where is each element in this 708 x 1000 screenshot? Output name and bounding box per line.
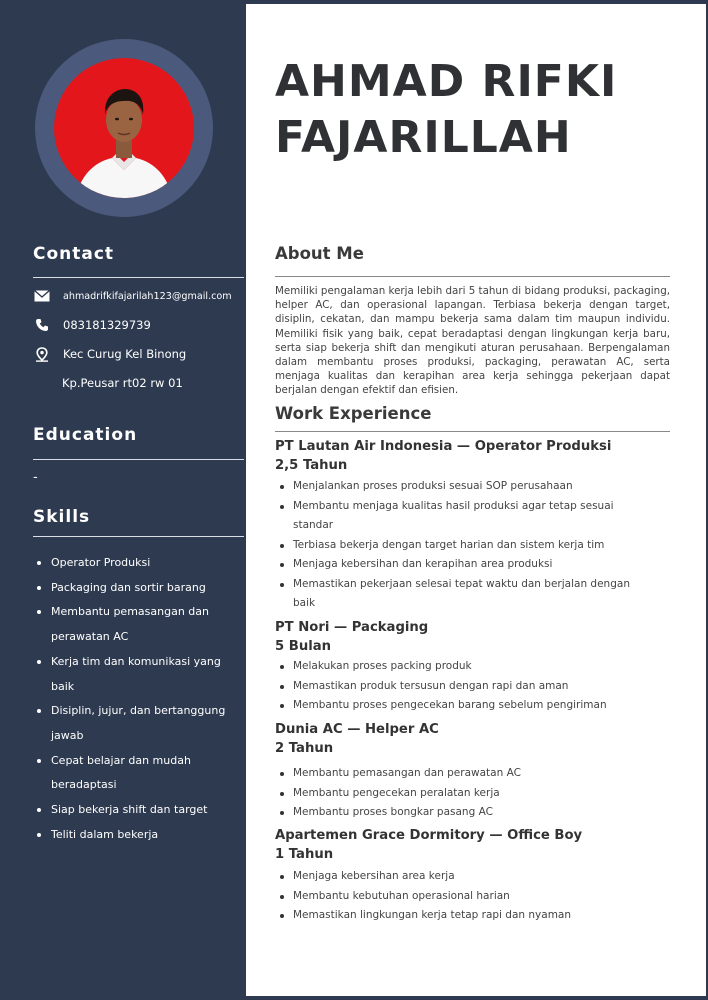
job-title [275, 437, 611, 475]
about-heading: About Me [275, 244, 364, 263]
email-row [33, 289, 232, 303]
skills-divider [33, 536, 244, 537]
skills-heading: Skills [33, 507, 91, 527]
job-company-role: Apartemen Grace Dormitory — Office Boy [275, 828, 583, 843]
contact-divider [33, 277, 244, 278]
education-row [33, 470, 38, 485]
profile-photo [54, 58, 194, 198]
job-title [275, 720, 439, 758]
job-company-role: PT Nori — Packaging [275, 620, 429, 635]
skill-item: Packaging dan sortir barang [33, 576, 238, 601]
profile-photo-frame [35, 39, 213, 217]
job-duration: 2,5 Tahun [275, 458, 348, 473]
job-title [275, 618, 428, 656]
skill-item: Disiplin, jujur, dan bertanggung jawab [33, 699, 238, 748]
email-text: ahmadrifkifajarilah123@gmail.com [63, 290, 232, 302]
duty-item: Membantu proses bongkar pasang AC [275, 803, 645, 823]
contact-heading: Contact [33, 244, 115, 264]
duty-item: Menjalankan proses produksi sesuai SOP perusahaan [275, 477, 645, 497]
duty-item: Membantu proses pengecekan barang sebelum pengiriman [275, 696, 645, 716]
name-line2: FAJARILLAH [275, 112, 572, 163]
education-value: - [33, 470, 38, 485]
skill-item: Teliti dalam bekerja [33, 823, 238, 848]
duty-item: Membantu pemasangan dan perawatan AC [275, 764, 645, 784]
duty-item: Memastikan pekerjaan selesai tepat waktu dan berjalan dengan baik [275, 575, 645, 614]
job-company-role: Dunia AC — Helper AC [275, 722, 439, 737]
location-pin-icon [33, 347, 51, 361]
duty-item: Membantu kebutuhan operasional harian [275, 887, 645, 907]
phone-text: 083181329739 [63, 318, 151, 332]
skill-item: Operator Produksi [33, 551, 238, 576]
candidate-name [275, 54, 617, 166]
skill-item: Membantu pemasangan dan perawatan AC [33, 600, 238, 649]
duty-item: Menjaga kebersihan area kerja [275, 867, 645, 887]
skill-item: Cepat belajar dan mudah beradaptasi [33, 749, 238, 798]
job-title [275, 826, 582, 864]
duty-item: Memastikan lingkungan kerja tetap rapi dan nyaman [275, 906, 645, 926]
about-divider [275, 276, 670, 277]
name-line1: AHMAD RIFKI [275, 56, 618, 107]
job-duration: 5 Bulan [275, 639, 332, 654]
job-duties [275, 657, 645, 716]
skill-item: Siap bekerja shift dan target [33, 798, 238, 823]
job-duties [275, 477, 645, 614]
experience-divider [275, 431, 670, 432]
duty-item: Membantu pengecekan peralatan kerja [275, 784, 645, 804]
experience-heading: Work Experience [275, 404, 432, 423]
duty-item: Memastikan produk tersusun dengan rapi dan aman [275, 677, 645, 697]
duty-item: Melakukan proses packing produk [275, 657, 645, 677]
education-divider [33, 459, 244, 460]
duty-item: Terbiasa bekerja dengan target harian dan sistem kerja tim [275, 536, 645, 556]
phone-icon [33, 318, 51, 332]
main-content [246, 4, 706, 996]
job-duties [275, 764, 645, 823]
duty-item: Menjaga kebersihan dan kerapihan area produksi [275, 555, 645, 575]
duty-item: Membantu menjaga kualitas hasil produksi agar tetap sesuai standar [275, 497, 645, 536]
address-line2-row [62, 376, 183, 390]
skill-item: Kerja tim dan komunikasi yang baik [33, 650, 238, 699]
job-duration: 2 Tahun [275, 741, 334, 756]
address-row [33, 347, 186, 361]
job-duties [275, 867, 645, 926]
envelope-icon [33, 289, 51, 303]
sidebar [0, 0, 246, 1000]
skills-list [33, 551, 238, 847]
job-company-role: PT Lautan Air Indonesia — Operator Produksi [275, 439, 612, 454]
address-line1: Kec Curug Kel Binong [63, 347, 187, 361]
address-line2: Kp.Peusar rt02 rw 01 [62, 376, 183, 390]
education-heading: Education [33, 425, 138, 445]
job-duration: 1 Tahun [275, 847, 334, 862]
phone-row [33, 318, 151, 332]
about-text: Memiliki pengalaman kerja lebih dari 5 tahun di bidang produksi, packaging, helper AC, dan operasional lapangan. Terbiasa bekerja dengan target, disiplin, cekatan, dan mampu bekerja sama dalam tim maupun individu. Memiliki fisik yang baik, cepat beradaptasi dengan lingkungan kerja baru, serta siap bekerja shift dan mengikuti aturan perusahaan. Berpengalaman dalam membantu proses produksi, packaging, perawatan AC, serta menjaga kualitas dan kerapihan area kerja sehingga pekerjaan dapat berjalan dengan efektif dan efisien. [275, 285, 670, 397]
